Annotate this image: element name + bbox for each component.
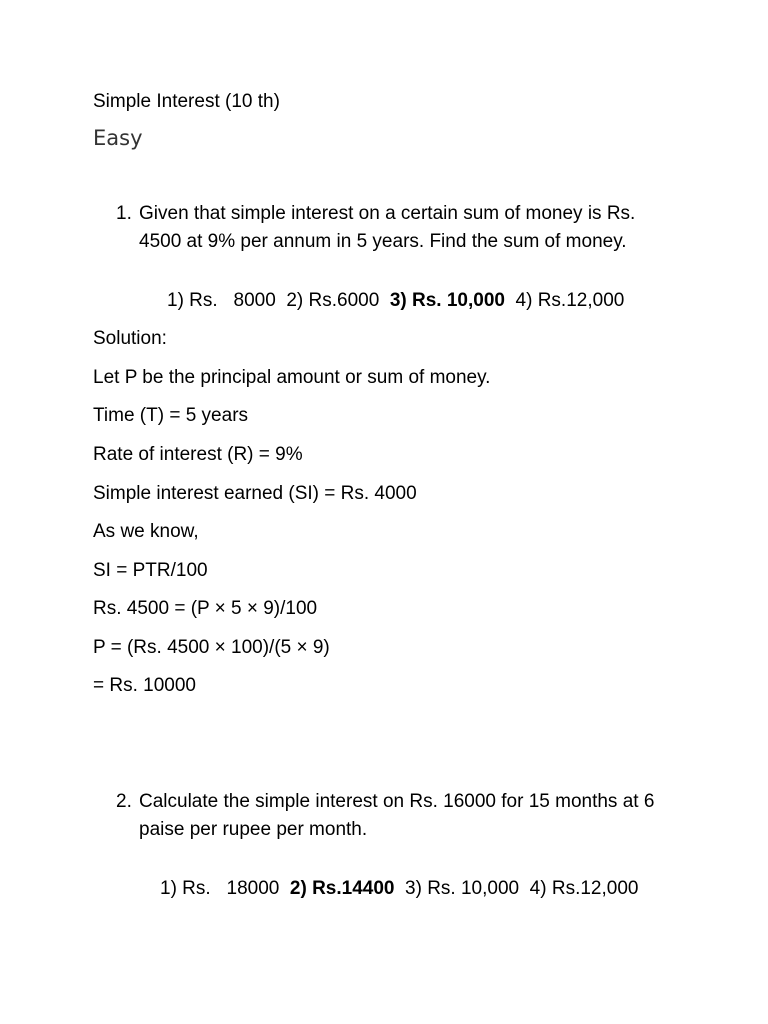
solution-line: P = (Rs. 4500 × 100)/(5 × 9) xyxy=(93,637,330,658)
solution-line: Time (T) = 5 years xyxy=(93,405,249,426)
question-2-option-1: 1) Rs. 18000 xyxy=(160,878,290,899)
question-2-number: 2. xyxy=(116,791,132,812)
question-1-option-4: 4) Rs.12,000 xyxy=(504,290,625,311)
question-2-options xyxy=(160,877,638,901)
solution-line: SI = PTR/100 xyxy=(93,560,208,581)
solution-answer: = Rs. 10000 xyxy=(93,675,196,696)
difficulty-heading: Easy xyxy=(93,126,143,150)
question-1-number: 1. xyxy=(116,203,132,224)
solution-line: Simple interest earned (SI) = Rs. 4000 xyxy=(93,483,417,504)
solution-line: As we know, xyxy=(93,521,199,542)
solution-line: Let P be the principal amount or sum of money. xyxy=(93,367,491,388)
question-1-option-1: 1) Rs. 8000 xyxy=(167,290,287,311)
question-2-option-2-correct: 2) Rs.14400 xyxy=(289,878,395,899)
document-title: Simple Interest (10 th) xyxy=(93,91,280,112)
question-1-text: Given that simple interest on a certain sum of money is Rs. 4500 at 9% per annum in 5 years. Find the sum of money. xyxy=(139,203,636,252)
question-2-option-3: 3) Rs. 10,000 xyxy=(394,878,530,899)
question-1-option-2: 2) Rs.6000 xyxy=(286,290,390,311)
question-2-option-4: 4) Rs.12,000 xyxy=(529,878,639,899)
solution-heading: Solution: xyxy=(93,328,167,349)
question-2-text: Calculate the simple interest on Rs. 16000 for 15 months at 6 paise per rupee per month. xyxy=(139,791,655,840)
question-1-options xyxy=(167,289,624,313)
solution-line: Rate of interest (R) = 9% xyxy=(93,444,303,465)
question-1-option-3-correct: 3) Rs. 10,000 xyxy=(389,290,505,311)
solution-line: Rs. 4500 = (P × 5 × 9)/100 xyxy=(93,598,318,619)
